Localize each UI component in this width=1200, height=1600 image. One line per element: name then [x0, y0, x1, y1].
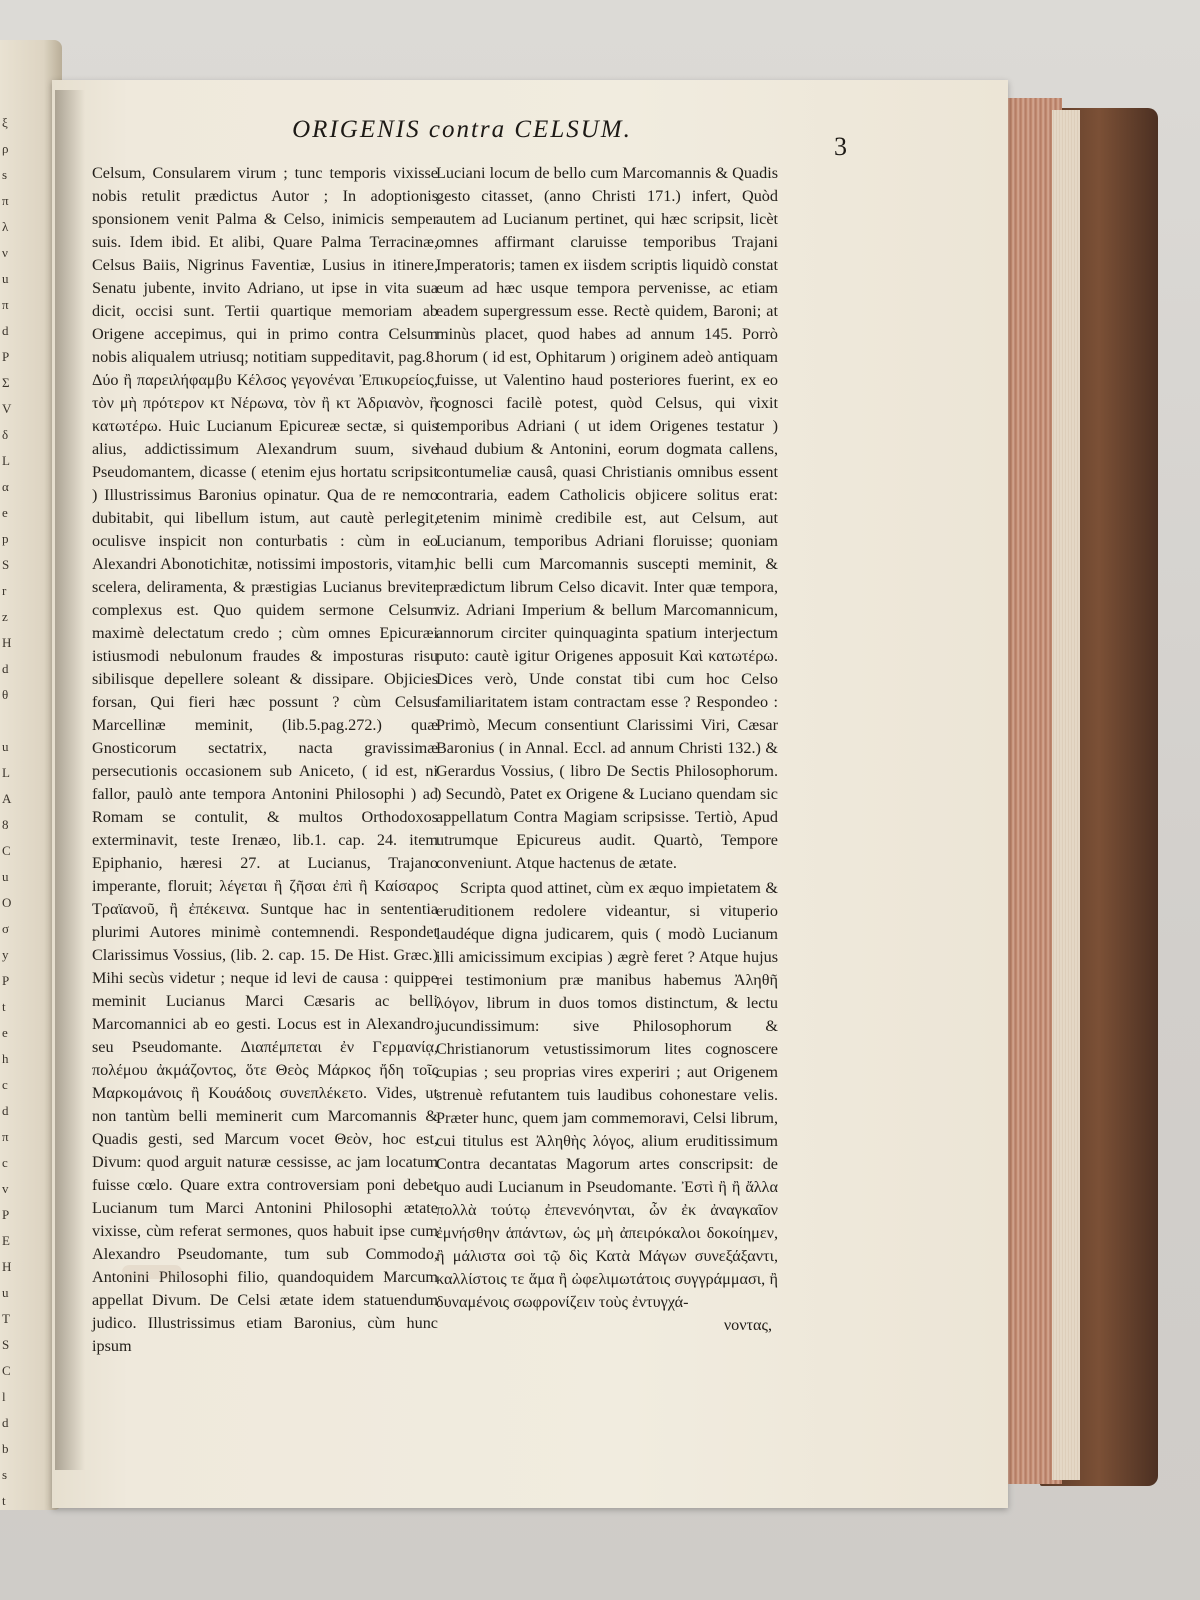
page-number: 3: [834, 132, 847, 161]
paragraph: Celsum, Consularem virum ; tunc temporis vixisse nobis retulit prædictus Autor ; In adoptionis sponsionem venit Palma & Celso, inimicis semper suis. Idem ibid. Et alibi, Quare Palma Terracinæ, Celsus Baiis, Nigrinus Faventiæ, Lusius in itinere, Senatu jubente, invito Adriano, ut ipse in vita sua dicit, occisi sunt. Tertii quartique memoriam ab Origene accepimus, qui in primo contra Celsum nobis aliqualem utriusq; notitiam suppeditavit, pag.8. Δύο ἢ παρειλήφαμβυ Κέλσος γεγονέναι Ἐπικυρείος, τὸν μὴ πρότερον κτ Νέρωνα, τὸν ἢ κτ Ἀδριανὸν, ἢ κατωτέρω. Huic Lucianum Epicureæ sectæ, si quis alius, addictissimum Alexandrum suum, sive Pseudomantem, dicasse ( etenim ejus hortatu scripsit ) Illustrissimus Baronius opinatur. Qua de re nemo dubitabit, qui libellum istum, aut cautè perlegit, oculisve inspicit non conturbatis : cùm in eo Alexandri Abonotichitæ, notissimi impostoris, vitam, scelera, deliramenta, & præstigias Lucianus breviter complexus est. Quo quidem sermone Celsum maximè delectatum credo ; cùm omnes Epicuræi istiusmodi nebulonum fraudes & imposturas risu sibilisque depellere soleant & dissipare. Objicies forsan, Qui fieri hæc possunt ? cùm Celsus Marcellinæ meminit, (lib.5.pag.272.) quæ Gnosticorum sectatrix, nacta gravissimæ persecutionis occasionem sub Aniceto, ( id est, ni fallor, paulò ante tempora Antonini Philosophi ) ad Romam se contulit, & multos Orthodoxos exterminavit, teste Irenæo, lib.1. cap. 24. item Epiphanio, hæresi 27. at Lucianus, Trajano imperante, floruit; λέγεται ἢ ζῆσαι ἐπὶ ἢ Καίσαρος Τραϊανοῦ, ἢ ἐπέκεινα. Suntque hac in sententia plurimi Autores minimè contemnendi. Respondet Clarissimus Vossius, (lib. 2. cap. 15. De Hist. Græc.) Mihi secùs videtur ; neque id levi de causa : quippe meminit Lucianus Marci Cæsaris ac belli Marcomannici ab eo gesti. Locus est in Alexandro, seu Pseudomante. Διαπέμπεται ἐν Γερμανίᾳ, πολέμου ἀκμάζοντος, ὅτε Θεὸς Μάρκος ἤδη τοῖς Μαρκομάνοις ἢ Κουάδοις συνεπλέκετο. Vides, ut non tantùm belli meminerit cum Marcomannis & Quadis gesti, sed Marcum vocet Θεὸν, hoc est, Divum: quod arguit naturæ cessisse, ac jam locatum fuisse cœlo. Quare extra controversiam poni debet Lucianum tum Marci Antonini Philosophi ætate vixisse, cùm referat sermones, quos habuit ipse cum Alexandro Pseudomante, tum sub Commodo, Antonini Philosophi filio, quandoquidem Marcum appellat Divum. De Celsi ætate idem statuendum judico. Illustrissimus etiam Baronius, cùm hunc ipsum: [92, 164, 438, 1355]
paragraph: Scripta quod attinet, cùm ex æquo impietatem & eruditionem redolere videantur, si vituperio laudéque digna judicarem, quis ( modò Lucianum illi amicissimum excipias ) ægrè feret ? Atque hujus rei testimonium præ manibus habemus Ἀληθῆ λόγον, librum in duos tomos distinctum, & lectu jucundissimum: sive Philosophorum & Christianorum vetustissimorum lites cognoscere cupias ; seu proprias vires experiri ; aut Origenem strenuè refutantem tuis laudibus cohonestare velis. Præter hunc, quem jam commemoravi, Celsi librum, cui titulus est Ἀληθὴς λόγος, alium eruditissimum Contra decantatas Magorum artes conscripsit: de quo audi Lucianum in Pseudomante. Ἐστὶ ἢ ἢ ἄλλα πολλὰ τούτῳ ἐπενενόηνται, ὧν ἐκ ἀναγκαῖον ἐμνήσθην ἁπάντων, ὡς μὴ ἀπειρόκαλοι δοκοίημεν, ἢ μάλιστα σοὶ τῷ δὶς Κατὰ Μάγων συνεξάξαντι, καλλίστοις τε ἅμα ἢ ὠφελιμωτάτοις συγγράμμασι, ἢ δυναμένοις σωφρονίζειν τοὺς ἐντυγχά-: [436, 879, 778, 1311]
facing-page-margin-text: ξ ρ s π λ ν u π d P Σ V δ L α e p S r z H d θ u L A 8 C u O σ y P t e h c d π c v P E H u T S C l d b s t: [2, 115, 12, 1508]
page-stain: [122, 1265, 182, 1279]
paragraph: Luciani locum de bello cum Marcomannis & Quadis gesto citasset, (anno Christi 171.) infert, Quòd autem ad Lucianum pertinet, qui hæc scripsit, licèt omnes affirmant claruisse temporibus Trajani Imperatoris; tamen ex iisdem scriptis liquidò constat eum ad hæc usque tempora pervenisse, ac etiam eadem supergressum esse. Rectè quidem, Baroni; at minùs placet, quod habes ad annum 145. Porrò horum ( id est, Ophitarum ) originem adeò antiquam fuisse, ut Valentino haud posteriores fuerint, ex eo cognosci facilè potest, quòd Celsus, qui vixit temporibus Adriani ( ut idem Origenes testatur ) haud dubium & Antonini, eorum dogmata callens, contumeliæ causâ, quasi Christianis omnibus essent contraria, eadem Catholicis objicere solitus erat: etenim minimè credibile est, aut Celsum, aut Lucianum, temporibus Adriani floruisse; quoniam hic belli cum Marcomannis suscepti meminit, & prædictum librum Celso dicavit. Inter quæ tempora, viz. Adriani Imperium & bellum Marcomannicum, annorum circiter quinquaginta spatium interjectum puto: cautè igitur Origenes apposuit Καὶ κατωτέρω. Dices verò, Unde constat tibi cum hoc Celso familiaritatem istam contractam esse ? Respondeo : Primò, Mecum consentiunt Clarissimi Viri, Cæsar Baronius ( in Annal. Eccl. ad annum Christi 132.) & Gerardus Vossius, ( libro De Sectis Philosophorum. ) Secundò, Patet ex Origene & Luciano quendam sic appellatum Contra Magiam scripsisse. Tertiò, Apud utrumque Epicureus audit. Quartò, Tempore conveniunt. Atque hactenus de ætate.: [436, 164, 778, 872]
gutter-shadow: [55, 90, 85, 1470]
page-edges: [1052, 110, 1080, 1480]
catchword: νοντας,: [723, 1316, 772, 1334]
text-column-left: [92, 162, 438, 1358]
text-column-right: [436, 162, 778, 1337]
running-head: ORIGENIS contra CELSUM.: [292, 116, 632, 143]
book-page: [52, 80, 1008, 1508]
